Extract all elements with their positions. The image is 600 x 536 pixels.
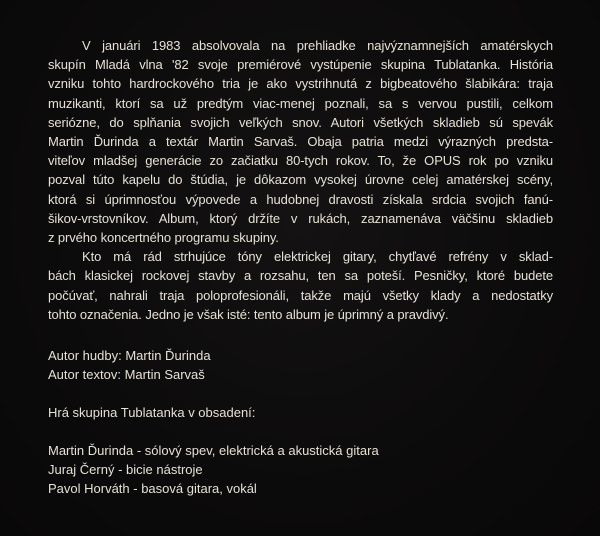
history-paragraph xyxy=(48,36,553,247)
text-line: viteľov mladšej generácie zo začiatku 80-tych rokov. To, že OPUS rok po vzniku xyxy=(48,153,553,169)
text-line: z prvého koncertného programu skupiny. xyxy=(48,230,279,246)
text-line: bách klasickej rockovej stavby a rozsahu, ten sa poteší. Pesničky, ktoré budete xyxy=(48,268,553,284)
music-author: Autor hudby: Martin Ďurinda xyxy=(48,348,211,363)
band-member: Martin Ďurinda - sólový spev, elektrická a akustická gitara xyxy=(48,443,379,458)
text-line: pozval túto kapelu do štúdia, je dôkazom vysokej úrovne celej amatérskej scény, xyxy=(48,172,553,188)
album-paragraph xyxy=(48,247,553,324)
spacer xyxy=(48,384,553,403)
text-line: tohto označenia. Jedno je však isté: tento album je úprimný a pravdivý. xyxy=(48,306,449,322)
band-member: Juraj Černý - bicie nástroje xyxy=(48,462,203,477)
band-member: Pavol Horváth - basová gitara, vokál xyxy=(48,481,257,496)
text-line: počúvať, nahrali traja poloprofesionáli, takže majú všetky klady a nedostatky xyxy=(48,287,553,303)
text-line: muzikanti, ktorí sa už predtým viac-menej poznali, sa s vervou pustili, celkom xyxy=(48,95,553,111)
credits-block xyxy=(48,346,553,498)
liner-notes-body xyxy=(48,36,553,324)
text-line: ktorá si úprimnosťou výpovede a hudobnej dravosti získala srdcia svojich fanú- xyxy=(48,191,553,207)
text-line: Martin Ďurinda a textár Martin Sarvaš. Obaja patria medzi výrazných predsta- xyxy=(48,134,553,150)
text-line: Kto má rád strhujúce tóny elektrickej gitary, chytľavé refrény v sklad- xyxy=(82,249,553,265)
text-line: šikov-vrstovníkov. Album, ktorý držíte v rukách, zaznamenáva väčšinu skladieb xyxy=(48,210,553,226)
spacer xyxy=(48,422,553,441)
text-line: skupín Mladá vlna '82 svoje premiérové vystúpenie skupina Tublatanka. História xyxy=(48,57,553,73)
text-line: vzniku tohto hardrockového tria je ako vystrihnutá z bigbeatového šlabikára: traja xyxy=(48,76,553,92)
lyrics-author: Autor textov: Martin Sarvaš xyxy=(48,367,205,382)
text-line: V januári 1983 absolvovala na prehliadke najvýznamnejších amatérskych xyxy=(82,38,553,53)
lineup-heading: Hrá skupina Tublatanka v obsadení: xyxy=(48,405,256,420)
text-line: seriózne, do splňania svojich veľkých snov. Autori všetkých skladieb sú spevák xyxy=(48,114,553,130)
